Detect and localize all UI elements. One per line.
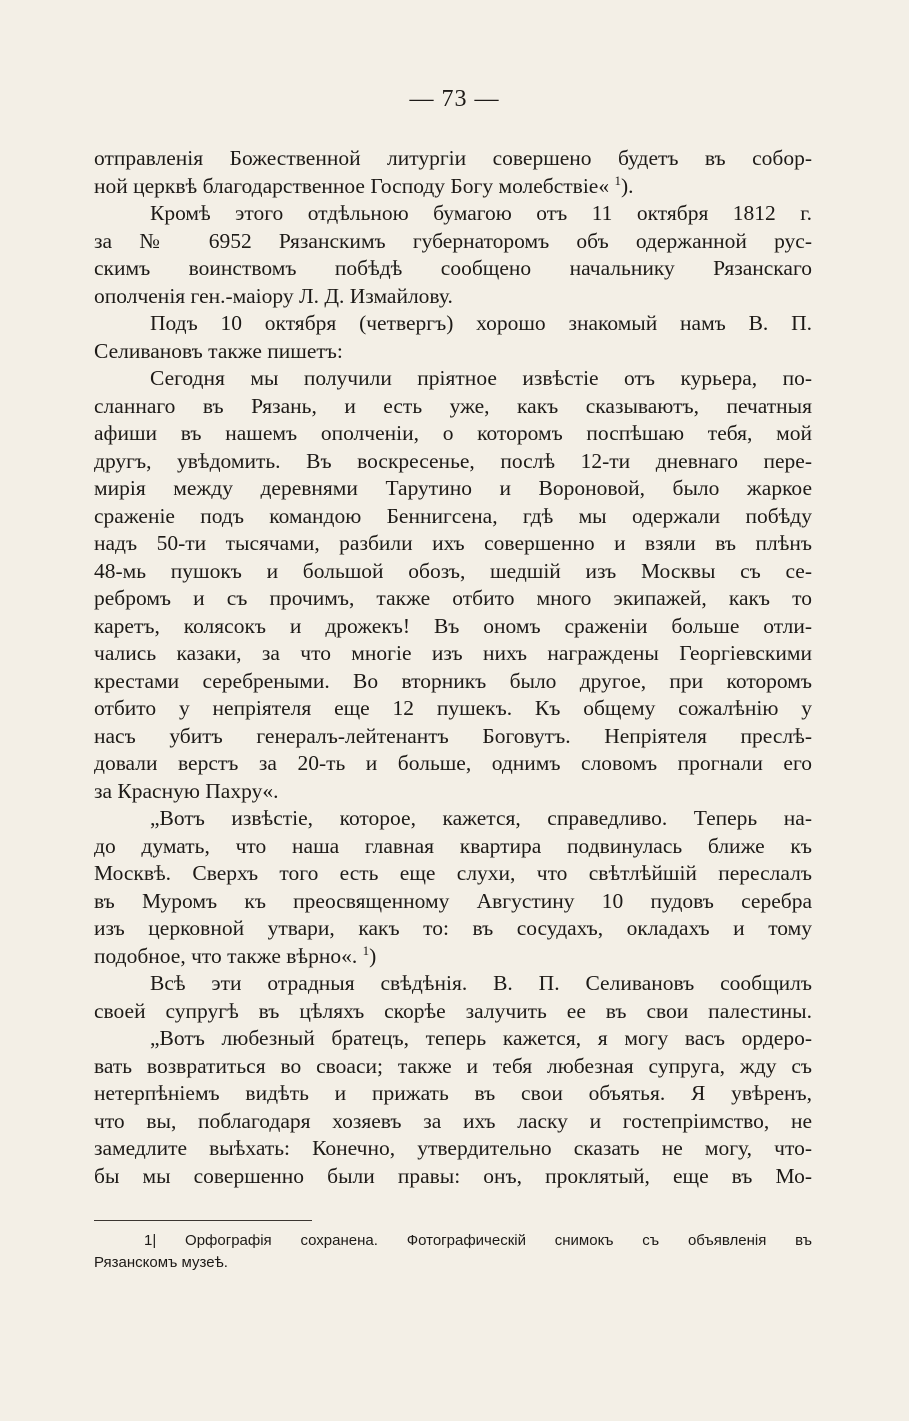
text-line [94,228,812,256]
text-line-text: ребромъ и съ прочимъ, также отбито много экипажей, какъ то [94,586,812,610]
text-line-text: Всѣ эти отрадныя свѣдѣнія. В. П. Селивановъ сообщилъ [150,971,812,995]
footnote-reference: 1 [614,172,621,188]
text-line-text: скимъ воинствомъ побѣдѣ сообщено начальнику Рязанскаго [94,256,812,280]
text-line-text: Селивановъ также пишетъ: [94,338,343,363]
text-line [94,338,812,366]
footnote-line-text: Рязанскомъ музеѣ. [94,1254,228,1271]
text-line [94,668,812,696]
text-line [94,558,812,586]
text-line-text: афиши въ нашемъ ополченіи, о которомъ поспѣшаю тебя, мой [94,421,812,445]
text-line-text: вать возвратиться во своаси; также и тебя любезная супруга, жду съ [94,1053,812,1078]
text-line [94,393,812,421]
footnote-divider [94,1220,312,1221]
text-line [94,283,812,311]
footnotes [94,1230,812,1274]
text-line [94,1108,812,1136]
text-line-text: „Вотъ извѣстіе, которое, кажется, справедливо. Теперь на- [150,806,812,830]
footnote-line [94,1230,812,1252]
line-tail: ) [369,943,377,968]
body-text [94,145,812,1190]
text-line [94,530,812,558]
text-line [94,200,812,228]
text-line-text: Кромѣ этого отдѣльною бумагою отъ 11 октября 1812 г. [150,201,812,225]
footnote-reference: 1 [362,942,370,958]
footnote-line [94,1252,812,1274]
text-line-text: своей супругѣ въ цѣляхъ скорѣе залучить ее въ свои палестины. [94,998,812,1023]
text-line-text: Подъ 10 октября (четвергъ) хорошо знакомый намъ В. П. [150,311,812,335]
text-line [94,723,812,751]
text-line-text: за Красную Пахру«. [94,778,279,803]
text-line [94,1025,812,1053]
text-line-text: отбито у непріятеля еще 12 пушекъ. Къ общему сожалѣнію у [94,696,812,720]
text-line [94,998,812,1026]
text-line-text: сланнаго въ Рязань, и есть уже, какъ сказываютъ, печатныя [94,393,812,418]
text-line [94,833,812,861]
text-line-text: „Вотъ любезный братецъ, теперь кажется, я могу васъ ордеро- [150,1026,812,1050]
text-line-text: насъ убитъ генералъ-лейтенантъ Боговутъ. Непріятеля преслѣ- [94,723,812,748]
text-line-text: подобное, что также вѣрно«. [94,943,363,968]
text-line [94,695,812,723]
text-line [94,365,812,393]
text-line [94,1135,812,1163]
text-line [94,475,812,503]
text-line [94,640,812,668]
text-line-text: въ Муромъ къ преосвященному Августину 10 пудовъ серебра [94,888,812,913]
text-line [94,310,812,338]
text-line-text: ной церквѣ благодарственное Господу Богу молебствіе« [94,173,615,198]
text-line-text: другъ, увѣдомить. Въ воскресенье, послѣ 12-ти дневнаго пере- [94,448,812,473]
text-line-text: отправленія Божественной литургіи совершено будетъ въ собор- [94,146,812,170]
page-number: — 73 — [409,86,500,112]
text-line [94,888,812,916]
text-line [94,173,812,201]
text-line-text: изъ церковной утвари, какъ то: въ сосудахъ, окладахъ и тому [94,916,812,940]
text-line [94,915,812,943]
text-line [94,860,812,888]
text-line [94,1080,812,1108]
text-line-text: Сегодня мы получили пріятное извѣстіе отъ курьера, по- [150,366,812,390]
text-line-text: крестами серебреными. Во вторникъ было другое, при которомъ [94,668,812,693]
text-line [94,805,812,833]
text-line-text: что вы, поблагодаря хозяевъ за ихъ ласку и гостепріимство, не [94,1108,812,1133]
text-line-text: Москвѣ. Сверхъ того есть еще слухи, что свѣтлѣйшій переслалъ [94,861,812,885]
text-line-text: до думать, что наша главная квартира подвинулась ближе къ [94,833,812,858]
text-line [94,613,812,641]
text-line [94,145,812,173]
text-line [94,503,812,531]
text-line [94,1053,812,1081]
text-line-text: сраженіе подъ командою Беннигсена, гдѣ мы одержали побѣду [94,503,812,528]
line-tail: ). [620,173,634,198]
text-line-text: надъ 50-ти тысячами, разбили ихъ совершенно и взяли въ плѣнъ [94,531,812,555]
text-line-text: ополченія ген.-маіору Л. Д. Измайлову. [94,283,453,308]
text-line [94,585,812,613]
text-line [94,970,812,998]
text-line-text: довали верстъ за 20-ть и больше, однимъ словомъ прогнали его [94,751,812,775]
text-line-text: каретъ, колясокъ и дрожекъ! Въ ономъ сраженіи больше отли- [94,613,812,638]
text-line [94,943,812,971]
footnote-line-text: 1| Орфографія сохранена. Фотографическій снимокъ съ объявленія въ [144,1232,812,1249]
text-line [94,420,812,448]
text-line-text: 48-мь пушокъ и большой обозъ, шедшій изъ Москвы съ се- [94,558,812,583]
text-line [94,778,812,806]
text-line-text: чались казаки, за что многіе изъ нихъ награждены Георгіевскими [94,641,812,665]
text-line [94,1163,812,1191]
text-line [94,255,812,283]
text-line-text: замедлите выѣхать: Конечно, утвердительно сказать не могу, что- [94,1136,812,1160]
text-line-text: мирія между деревнями Тарутино и Вороновой, было жаркое [94,476,812,500]
text-line-text: нетерпѣніемъ видѣть и прижать въ свои объятья. Я увѣренъ, [94,1081,812,1105]
text-line-text: за № 6952 Рязанскимъ губернаторомъ объ одержанной рус- [94,228,812,253]
text-line [94,448,812,476]
text-line-text: бы мы совершенно были правы: онъ, проклятый, еще въ Мо- [94,1163,812,1188]
text-line [94,750,812,778]
